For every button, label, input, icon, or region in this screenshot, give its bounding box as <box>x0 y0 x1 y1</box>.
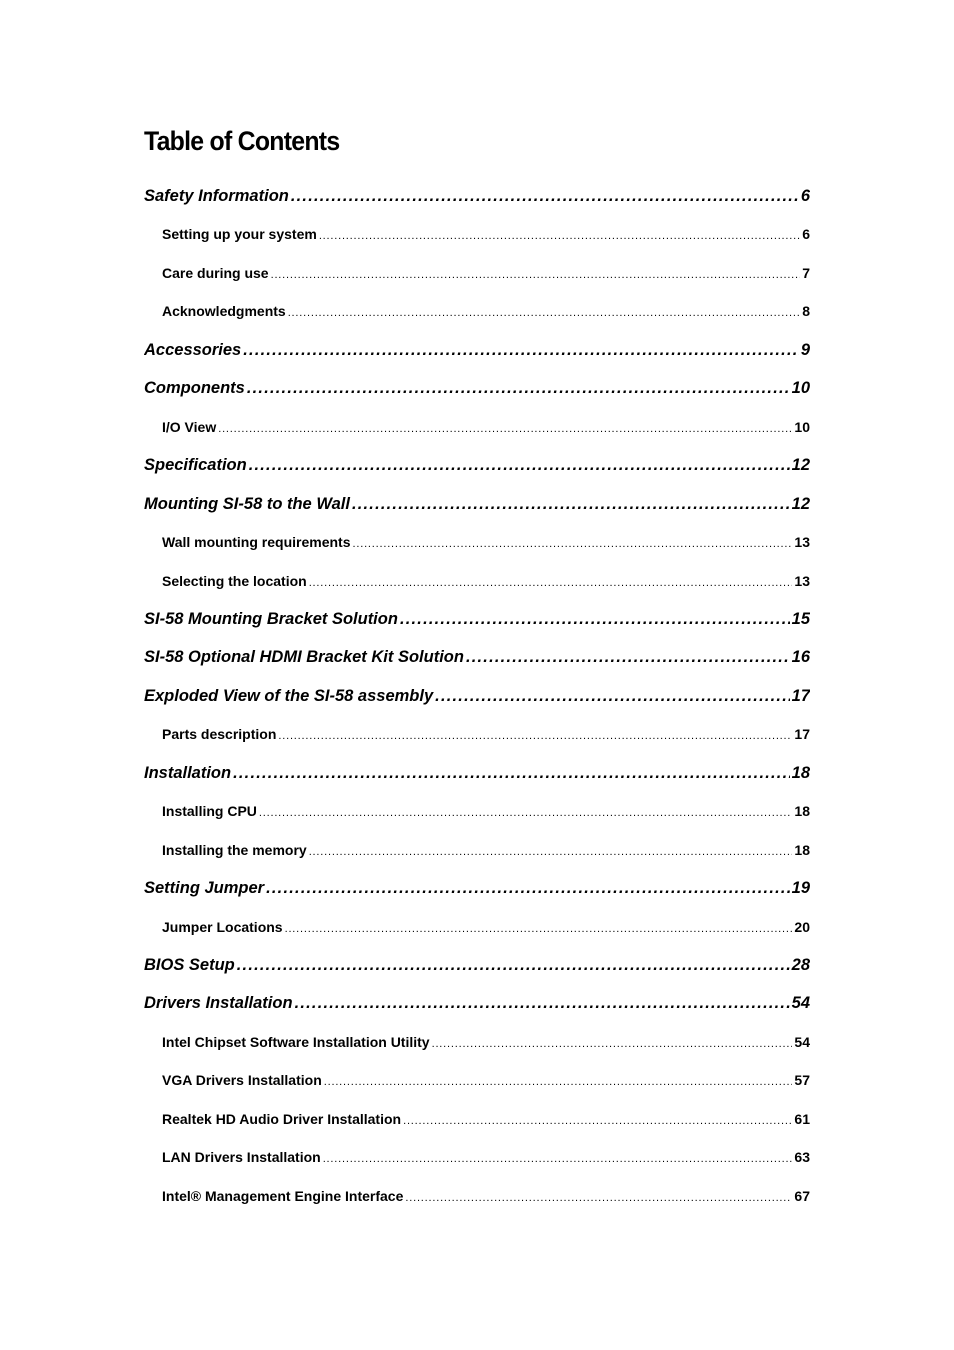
toc-entry-title: Acknowledgments <box>162 303 286 320</box>
toc-page-number: 16 <box>791 648 810 667</box>
toc-section-entry[interactable] <box>144 761 810 785</box>
toc-entry-title: Installing the memory <box>162 841 307 858</box>
toc-page-number: 54 <box>794 1033 810 1050</box>
toc-section-entry[interactable] <box>144 607 810 631</box>
toc-section-entry[interactable] <box>144 338 810 362</box>
toc-dot-leader <box>291 184 799 208</box>
toc-section-entry[interactable] <box>144 376 810 400</box>
toc-page-number: 17 <box>791 686 810 705</box>
toc-section-entry[interactable] <box>144 953 810 977</box>
toc-entry-title: Jumper Locations <box>162 918 283 935</box>
toc-entry-title: Installation <box>144 763 232 782</box>
toc-subsection-entry[interactable] <box>162 261 810 285</box>
toc-entry-title: Mounting SI-58 to the Wall <box>144 494 350 513</box>
toc-title: Table of Contents <box>144 126 340 156</box>
toc-dot-leader <box>243 338 799 362</box>
toc-dot-leader <box>309 571 793 593</box>
toc-page-number: 6 <box>800 187 810 205</box>
toc-dot-leader <box>295 991 790 1015</box>
toc-entry-title: VGA Drivers Installation <box>162 1072 322 1089</box>
toc-entry-title: Installing CPU <box>162 803 257 820</box>
toc-subsection-entry[interactable] <box>162 1145 810 1169</box>
toc-entry-title: I/O View <box>162 418 217 435</box>
toc-dot-leader <box>309 840 793 862</box>
toc-entry-title: Setting Jumper <box>144 879 265 898</box>
toc-subsection-entry[interactable] <box>162 799 810 823</box>
toc-entry-title: Drivers Installation <box>144 994 293 1013</box>
toc-dot-leader <box>352 492 790 516</box>
toc-dot-leader <box>319 224 800 246</box>
toc-entry-title: LAN Drivers Installation <box>162 1149 321 1166</box>
toc-section-entry[interactable] <box>144 876 810 900</box>
toc-page-number: 10 <box>791 379 810 398</box>
toc-page-number: 15 <box>791 609 810 628</box>
toc-entry-title: Setting up your system <box>162 226 317 243</box>
toc-entry-title: Exploded View of the SI-58 assembly <box>144 686 434 705</box>
toc-dot-leader <box>323 1147 793 1169</box>
toc-entry-title: Accessories <box>144 340 242 359</box>
toc-entry-title: Wall mounting requirements <box>162 534 351 551</box>
toc-page-number: 7 <box>802 264 810 281</box>
toc-page-number: 61 <box>794 1110 810 1127</box>
toc-dot-leader <box>403 1109 792 1131</box>
toc-page-number: 12 <box>791 494 810 513</box>
toc-page-number: 6 <box>802 226 810 243</box>
toc-dot-leader <box>353 532 793 554</box>
toc-dot-leader <box>218 417 792 439</box>
toc-dot-leader <box>435 684 789 708</box>
toc-entry-title: Safety Information <box>144 187 289 205</box>
toc-section-entry[interactable] <box>144 684 810 708</box>
toc-page-number: 63 <box>794 1149 810 1166</box>
toc-section-entry[interactable] <box>144 645 810 669</box>
toc-dot-leader <box>405 1186 792 1208</box>
toc-subsection-entry[interactable] <box>162 722 810 746</box>
toc-subsection-entry[interactable] <box>162 915 810 939</box>
toc-subsection-entry[interactable] <box>162 1184 810 1208</box>
toc-section-entry[interactable] <box>144 184 810 208</box>
toc-page-number: 13 <box>794 572 810 589</box>
toc-subsection-entry[interactable] <box>162 415 810 439</box>
toc-dot-leader <box>432 1032 793 1054</box>
toc-page-number: 12 <box>791 456 810 475</box>
toc-section-entry[interactable] <box>144 453 810 477</box>
toc-dot-leader <box>247 376 790 400</box>
toc-subsection-entry[interactable] <box>162 1068 810 1092</box>
toc-page-number: 57 <box>794 1072 810 1089</box>
toc-page-number: 67 <box>794 1187 810 1204</box>
toc-page-number: 28 <box>791 956 810 974</box>
toc-entry-title: Selecting the location <box>162 572 307 589</box>
toc-page-number: 18 <box>791 763 810 782</box>
toc-dot-leader <box>324 1070 793 1092</box>
toc-page-number: 13 <box>794 534 810 551</box>
toc-page-number: 8 <box>802 303 810 320</box>
toc-page-number: 18 <box>794 841 810 858</box>
toc-dot-leader <box>237 953 790 977</box>
toc-dot-leader <box>466 645 790 669</box>
toc-page-number: 17 <box>794 726 810 743</box>
toc-dot-leader <box>285 917 793 939</box>
toc-dot-leader <box>400 607 790 631</box>
toc-subsection-entry[interactable] <box>162 838 810 862</box>
toc-page-number: 9 <box>800 340 810 359</box>
toc-page-number: 10 <box>794 418 810 435</box>
toc-page-number: 18 <box>794 803 810 820</box>
toc-dot-leader <box>278 724 792 746</box>
toc-entry-title: Realtek HD Audio Driver Installation <box>162 1110 402 1127</box>
toc-entry-title: Parts description <box>162 726 277 743</box>
toc-subsection-entry[interactable] <box>162 1030 810 1054</box>
toc-dot-leader <box>233 761 790 785</box>
toc-dot-leader <box>271 263 801 285</box>
toc-section-entry[interactable] <box>144 492 810 516</box>
toc-subsection-entry[interactable] <box>162 569 810 593</box>
toc-dot-leader <box>249 453 790 477</box>
toc-section-entry[interactable] <box>144 991 810 1015</box>
toc-page-number: 20 <box>794 918 810 935</box>
toc-entry-title: Care during use <box>162 264 269 281</box>
toc-subsection-entry[interactable] <box>162 299 810 323</box>
toc-subsection-entry[interactable] <box>162 530 810 554</box>
toc-dot-leader <box>259 801 793 823</box>
toc-subsection-entry[interactable] <box>162 222 810 246</box>
toc-subsection-entry[interactable] <box>162 1107 810 1131</box>
toc-entry-title: Intel Chipset Software Installation Utility <box>162 1033 430 1050</box>
toc-page-number: 54 <box>791 994 810 1013</box>
toc-entry-title: Specification <box>144 456 247 475</box>
toc-entry-title: Intel® Management Engine Interface <box>162 1187 404 1204</box>
toc-entry-title: SI-58 Mounting Bracket Solution <box>144 609 398 628</box>
toc-page-number: 19 <box>791 879 810 898</box>
toc-entry-title: Components <box>144 379 245 398</box>
toc-dot-leader <box>266 876 790 900</box>
toc-entry-title: BIOS Setup <box>144 956 235 974</box>
toc-dot-leader <box>288 301 801 323</box>
toc-entry-title: SI-58 Optional HDMI Bracket Kit Solution <box>144 648 464 667</box>
